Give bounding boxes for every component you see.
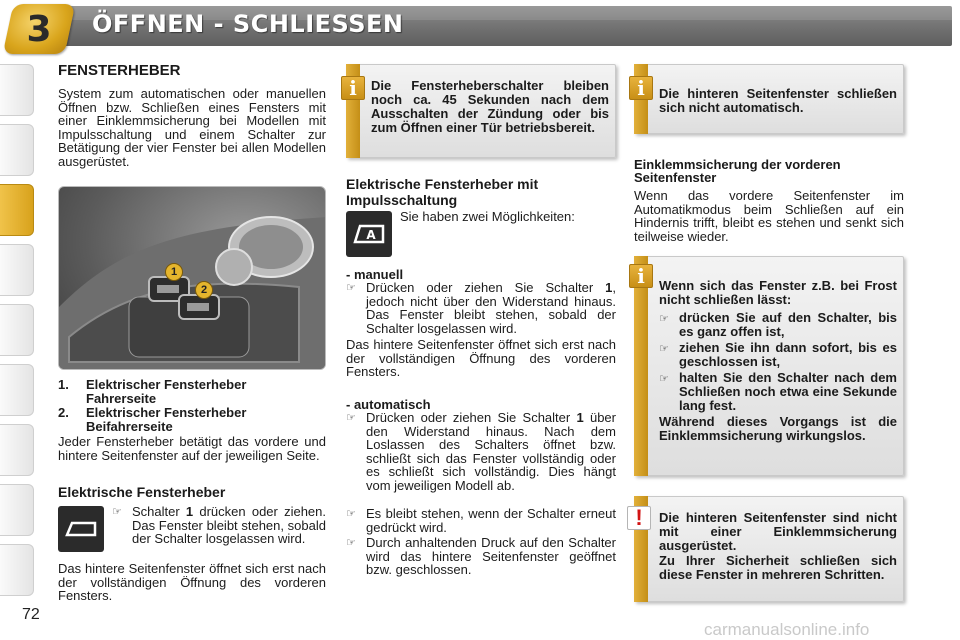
pinch-text: Wenn das vordere Seitenfenster im Automatikmodus beim Schließen auf ein Hindernis trifft, bleibt es stehen und senkt sich teilweise wieder. <box>634 188 904 244</box>
chapter-tab-5[interactable] <box>0 304 34 356</box>
section-intro: System zum automatischen oder manuellen Öffnen bzw. Schließen eines Fensters mit einer Einklemmsicherung bei Modellen mit Impulsschaltung und einem Schalter zur Betätigung der vier Fenster bei allen Modellen ausgerüstet. <box>58 86 326 169</box>
pointer-hand-icon: ☞ <box>659 343 669 355</box>
legend-text: Elektrischer Fensterheber Beifahrerseite <box>86 405 247 434</box>
info-icon: i <box>629 264 653 288</box>
impulse-heading: Elektrische Fensterheber mit Impulsschaltung <box>346 176 539 208</box>
warning-line-2: Zu Ihrer Sicherheit schließen sich diese Fenster in mehreren Schritten. <box>659 553 897 582</box>
page-title: ÖFFNEN - SCHLIESSEN <box>92 10 404 38</box>
info-icon: i <box>629 76 653 100</box>
page-number: 72 <box>22 606 40 623</box>
pinch-heading: Einklemmsicherung der vorderen Seitenfenster <box>634 157 841 185</box>
info-stripe <box>634 256 648 476</box>
electric-bullet-post: drücken oder ziehen. Das Fenster bleibt stehen, sobald der Schalter losgelassen wird. <box>132 504 326 547</box>
manual-post: , jedoch nicht über den Widerstand hinaus. Das Fenster bleibt stehen, sobald der Schalter losgelassen wird. <box>366 280 616 336</box>
stop-bullet-text: Es bleibt stehen, wenn der Schalter erneut gedrückt wird. <box>366 506 616 535</box>
switch-number: 1 <box>576 410 584 425</box>
pointer-hand-icon: ☞ <box>346 412 356 424</box>
pointer-hand-icon: ☞ <box>659 313 669 325</box>
electric-heading: Elektrische Fensterheber <box>58 484 226 500</box>
door-panel-illustration <box>59 187 326 370</box>
info-box-rear-windows <box>634 64 904 134</box>
switch-number: 1 <box>185 504 194 519</box>
auto-bullet-text <box>366 411 616 493</box>
switch-number: 1 <box>605 280 613 295</box>
section-title: FENSTERHEBER <box>58 62 181 79</box>
watermark: carmanualsonline.info <box>704 620 870 639</box>
chapter-tab-4[interactable] <box>0 244 34 296</box>
chapter-tab-1[interactable] <box>0 64 34 116</box>
rear-bullet <box>346 536 616 577</box>
warning-box <box>634 496 904 602</box>
impulse-rear-note: Das hintere Seitenfenster öffnet sich erst nach der vollständigen Öffnung des vorderen Fensters. <box>346 337 616 380</box>
warning-icon: ! <box>627 506 651 530</box>
chapter-tab-3-active[interactable] <box>0 184 34 236</box>
chapter-tab-7[interactable] <box>0 424 34 476</box>
manual-label: - manuell <box>346 267 404 282</box>
stop-bullet <box>346 507 616 534</box>
electric-bullet-pre: Schalter <box>132 504 186 519</box>
photo-label-1-text: 1 <box>170 266 178 278</box>
auto-label: - automatisch <box>346 397 431 412</box>
photo-label-2 <box>195 281 213 299</box>
legend-text: Elektrischer Fensterheber Fahrerseite <box>86 377 247 406</box>
frost-title: Wenn sich das Fenster z.B. bei Frost nicht schließen lässt: <box>659 278 897 307</box>
manual-bullet <box>346 281 616 335</box>
info-ignition-text: Die Fensterheberschalter bleiben noch ca. 45 Sekunden nach dem Ausschalten der Zündung oder bis zum Öffnen einer Tür betriebsbereit. <box>371 78 609 135</box>
photo-label-2-text: 2 <box>200 284 208 296</box>
chapter-tab-9[interactable] <box>0 544 34 596</box>
legend-item-1 <box>58 378 326 405</box>
auto-pre: Drücken oder ziehen Sie Schalter <box>366 410 577 425</box>
electric-rear-note: Das hintere Seitenfenster öffnet sich erst nach der vollständigen Öffnung des vorderen Fensters. <box>58 561 326 604</box>
info-box-frost <box>634 256 904 476</box>
photo-label-1 <box>165 263 183 281</box>
pointer-hand-icon: ☞ <box>346 508 356 520</box>
frost-step-1 <box>659 311 897 339</box>
window-switch-photo <box>58 186 326 370</box>
pointer-hand-icon: ☞ <box>112 506 122 518</box>
frost-step-3-text: halten Sie den Schalter nach dem Schließen noch etwa eine Sekunde lang fest. <box>679 370 897 413</box>
info-rear-text: Die hinteren Seitenfenster schließen sich nicht automatisch. <box>659 86 897 115</box>
chapter-tab-8[interactable] <box>0 484 34 536</box>
chapter-tab-2[interactable] <box>0 124 34 176</box>
electric-bullet-text <box>132 505 326 546</box>
svg-text:A: A <box>366 228 376 242</box>
switch-icon <box>58 506 104 552</box>
info-icon: i <box>341 76 365 100</box>
pointer-hand-icon: ☞ <box>346 282 356 294</box>
warning-line-1: Die hinteren Seitenfenster sind nicht mit einer Einklemmsicherung ausgerüstet. <box>659 510 897 553</box>
chapter-number: 3 <box>26 8 52 50</box>
auto-post: über den Widerstand hinaus. Nach dem Loslassen des Schalters öffnet bzw. schließt sich das Fenster vollständig oder es schließt sich vollständig. Dies hängt vom jeweiligen Modell ab. <box>366 410 616 493</box>
info-box-ignition <box>346 64 616 158</box>
frost-step-1-text: drücken Sie auf den Schalter, bis es ganz offen ist, <box>679 310 897 339</box>
chapter-tab-6[interactable] <box>0 364 34 416</box>
electric-bullet <box>112 505 326 546</box>
rear-bullet-text: Durch anhaltenden Druck auf den Schalter wird das hintere Seitenfenster geöffnet bzw. geschlossen. <box>366 535 616 578</box>
pointer-hand-icon: ☞ <box>659 373 669 385</box>
impulse-intro: Sie haben zwei Möglichkeiten: <box>400 209 575 224</box>
pointer-hand-icon: ☞ <box>346 537 356 549</box>
legend-item-2 <box>58 406 326 433</box>
frost-step-2-text: ziehen Sie ihn dann sofort, bis es geschlossen ist, <box>679 340 897 369</box>
legend-note: Jeder Fensterheber betätigt das vordere und hintere Seitenfenster auf der jeweiligen Seite. <box>58 434 326 463</box>
manual-bullet-text <box>366 281 616 335</box>
auto-bullet <box>346 411 616 493</box>
legend-num: 2. <box>58 405 69 420</box>
legend-num: 1. <box>58 377 69 392</box>
frost-step-2 <box>659 341 897 369</box>
frost-step-3 <box>659 371 897 413</box>
frost-footer: Während dieses Vorgangs ist die Einklemmsicherung wirkungslos. <box>659 414 897 443</box>
auto-switch-icon <box>346 211 392 257</box>
manual-pre: Drücken oder ziehen Sie Schalter <box>366 280 606 295</box>
